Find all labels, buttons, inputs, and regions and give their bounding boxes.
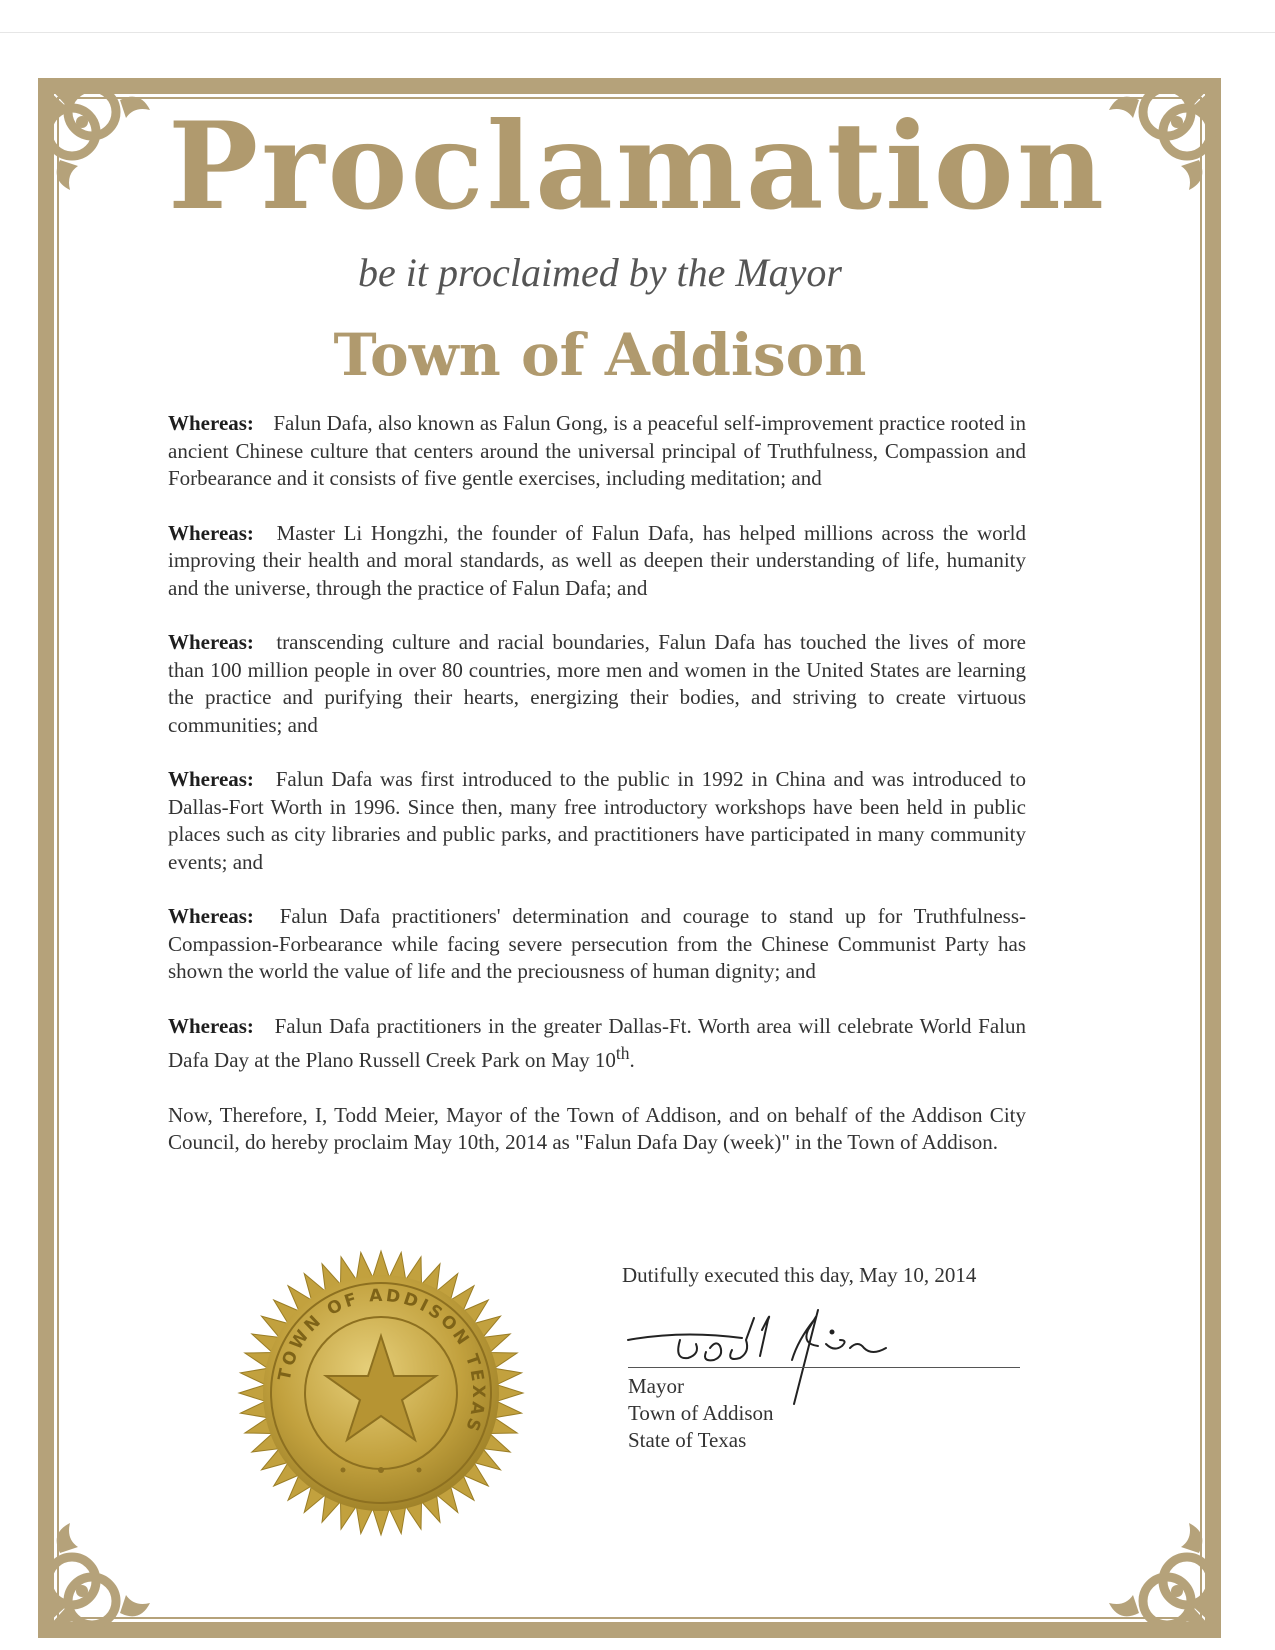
whereas-text: Falun Dafa was first introduced to the public in 1992 in China and was introduced to Dallas-Fort Worth in 1996. Since then, many free introductory workshops have been held in public places such as city libraries and public parks, and practitioners have participated in many community events; and [168, 767, 1026, 874]
whereas-text: Falun Dafa practitioners' determination and courage to stand up for Truthfulness-Compassion-Forbearance while facing severe persecution from the Chinese Communist Party has shown the world the value of life and the preciousness of human dignity; and [168, 904, 1026, 983]
signature-line [628, 1367, 1020, 1368]
whereas-label: Whereas: [168, 767, 254, 791]
whereas-paragraph [168, 1013, 1026, 1075]
whereas-paragraph [168, 903, 1026, 986]
gold-seal-icon [236, 1248, 526, 1538]
signatory-title: Mayor [628, 1374, 684, 1398]
town-heading: Town of Addison [333, 321, 867, 389]
whereas-label: Whereas: [168, 630, 254, 654]
corner-ornament-icon [30, 1513, 160, 1643]
whereas-text: Master Li Hongzhi, the founder of Falun Dafa, has helped millions across the world improving their health and moral standards, as well as deepen their understanding of life, humanity and the universe, through the practice of Falun Dafa; and [168, 520, 1026, 600]
proclamation-paragraph: Now, Therefore, I, Todd Meier, Mayor of the Town of Addison, and on behalf of the Addison City Council, do hereby proclaim May 10th, 2014 as "Falun Dafa Day (week)" in the Town of Addison. [168, 1102, 1026, 1154]
corner-ornament-icon [1099, 1513, 1229, 1643]
proclamation-body [168, 410, 1026, 1184]
whereas-text: Falun Dafa, also known as Falun Gong, is a peaceful self-improvement practice rooted in ancient Chinese culture that centers around the universal principal of Truthfulness, Compassion and Forbearance and it consists of five gentle exercises, including meditation; and [168, 411, 1027, 490]
executed-date: Dutifully executed this day, May 10, 2014 [622, 1263, 977, 1287]
page-title: Proclamation [168, 96, 1107, 237]
ordinal-suffix: th [615, 1043, 630, 1063]
scan-edge-line [0, 32, 1275, 33]
whereas-label: Whereas: [168, 904, 254, 928]
signatory-town: Town of Addison [628, 1401, 774, 1425]
whereas-label: Whereas: [168, 520, 254, 545]
page-subtitle: be it proclaimed by the Mayor [358, 250, 842, 295]
whereas-paragraph [168, 520, 1026, 603]
whereas-text: transcending culture and racial boundaries, Falun Dafa has touched the lives of more than 100 million people in over 80 countries, more men and women in the United States are learning the practice and purifying their hearts, energizing their bodies, and striving to create virtuous communities; and [168, 630, 1026, 737]
sentence-end: . [629, 1048, 635, 1072]
signatory-state: State of Texas [628, 1428, 747, 1452]
whereas-label: Whereas: [168, 411, 254, 435]
whereas-text: Falun Dafa practitioners in the greater Dallas-Ft. Worth area will celebrate World Falun Dafa Day at the Plano Russell Creek Park on May 10 [168, 1013, 1027, 1072]
whereas-paragraph [168, 410, 1026, 493]
signatory-details [628, 1373, 774, 1454]
seal-text: TOWN OF ADDISON TEXAS [274, 1285, 489, 1437]
whereas-paragraph [168, 766, 1026, 876]
whereas-paragraph [168, 629, 1026, 739]
whereas-label: Whereas: [168, 1013, 254, 1038]
